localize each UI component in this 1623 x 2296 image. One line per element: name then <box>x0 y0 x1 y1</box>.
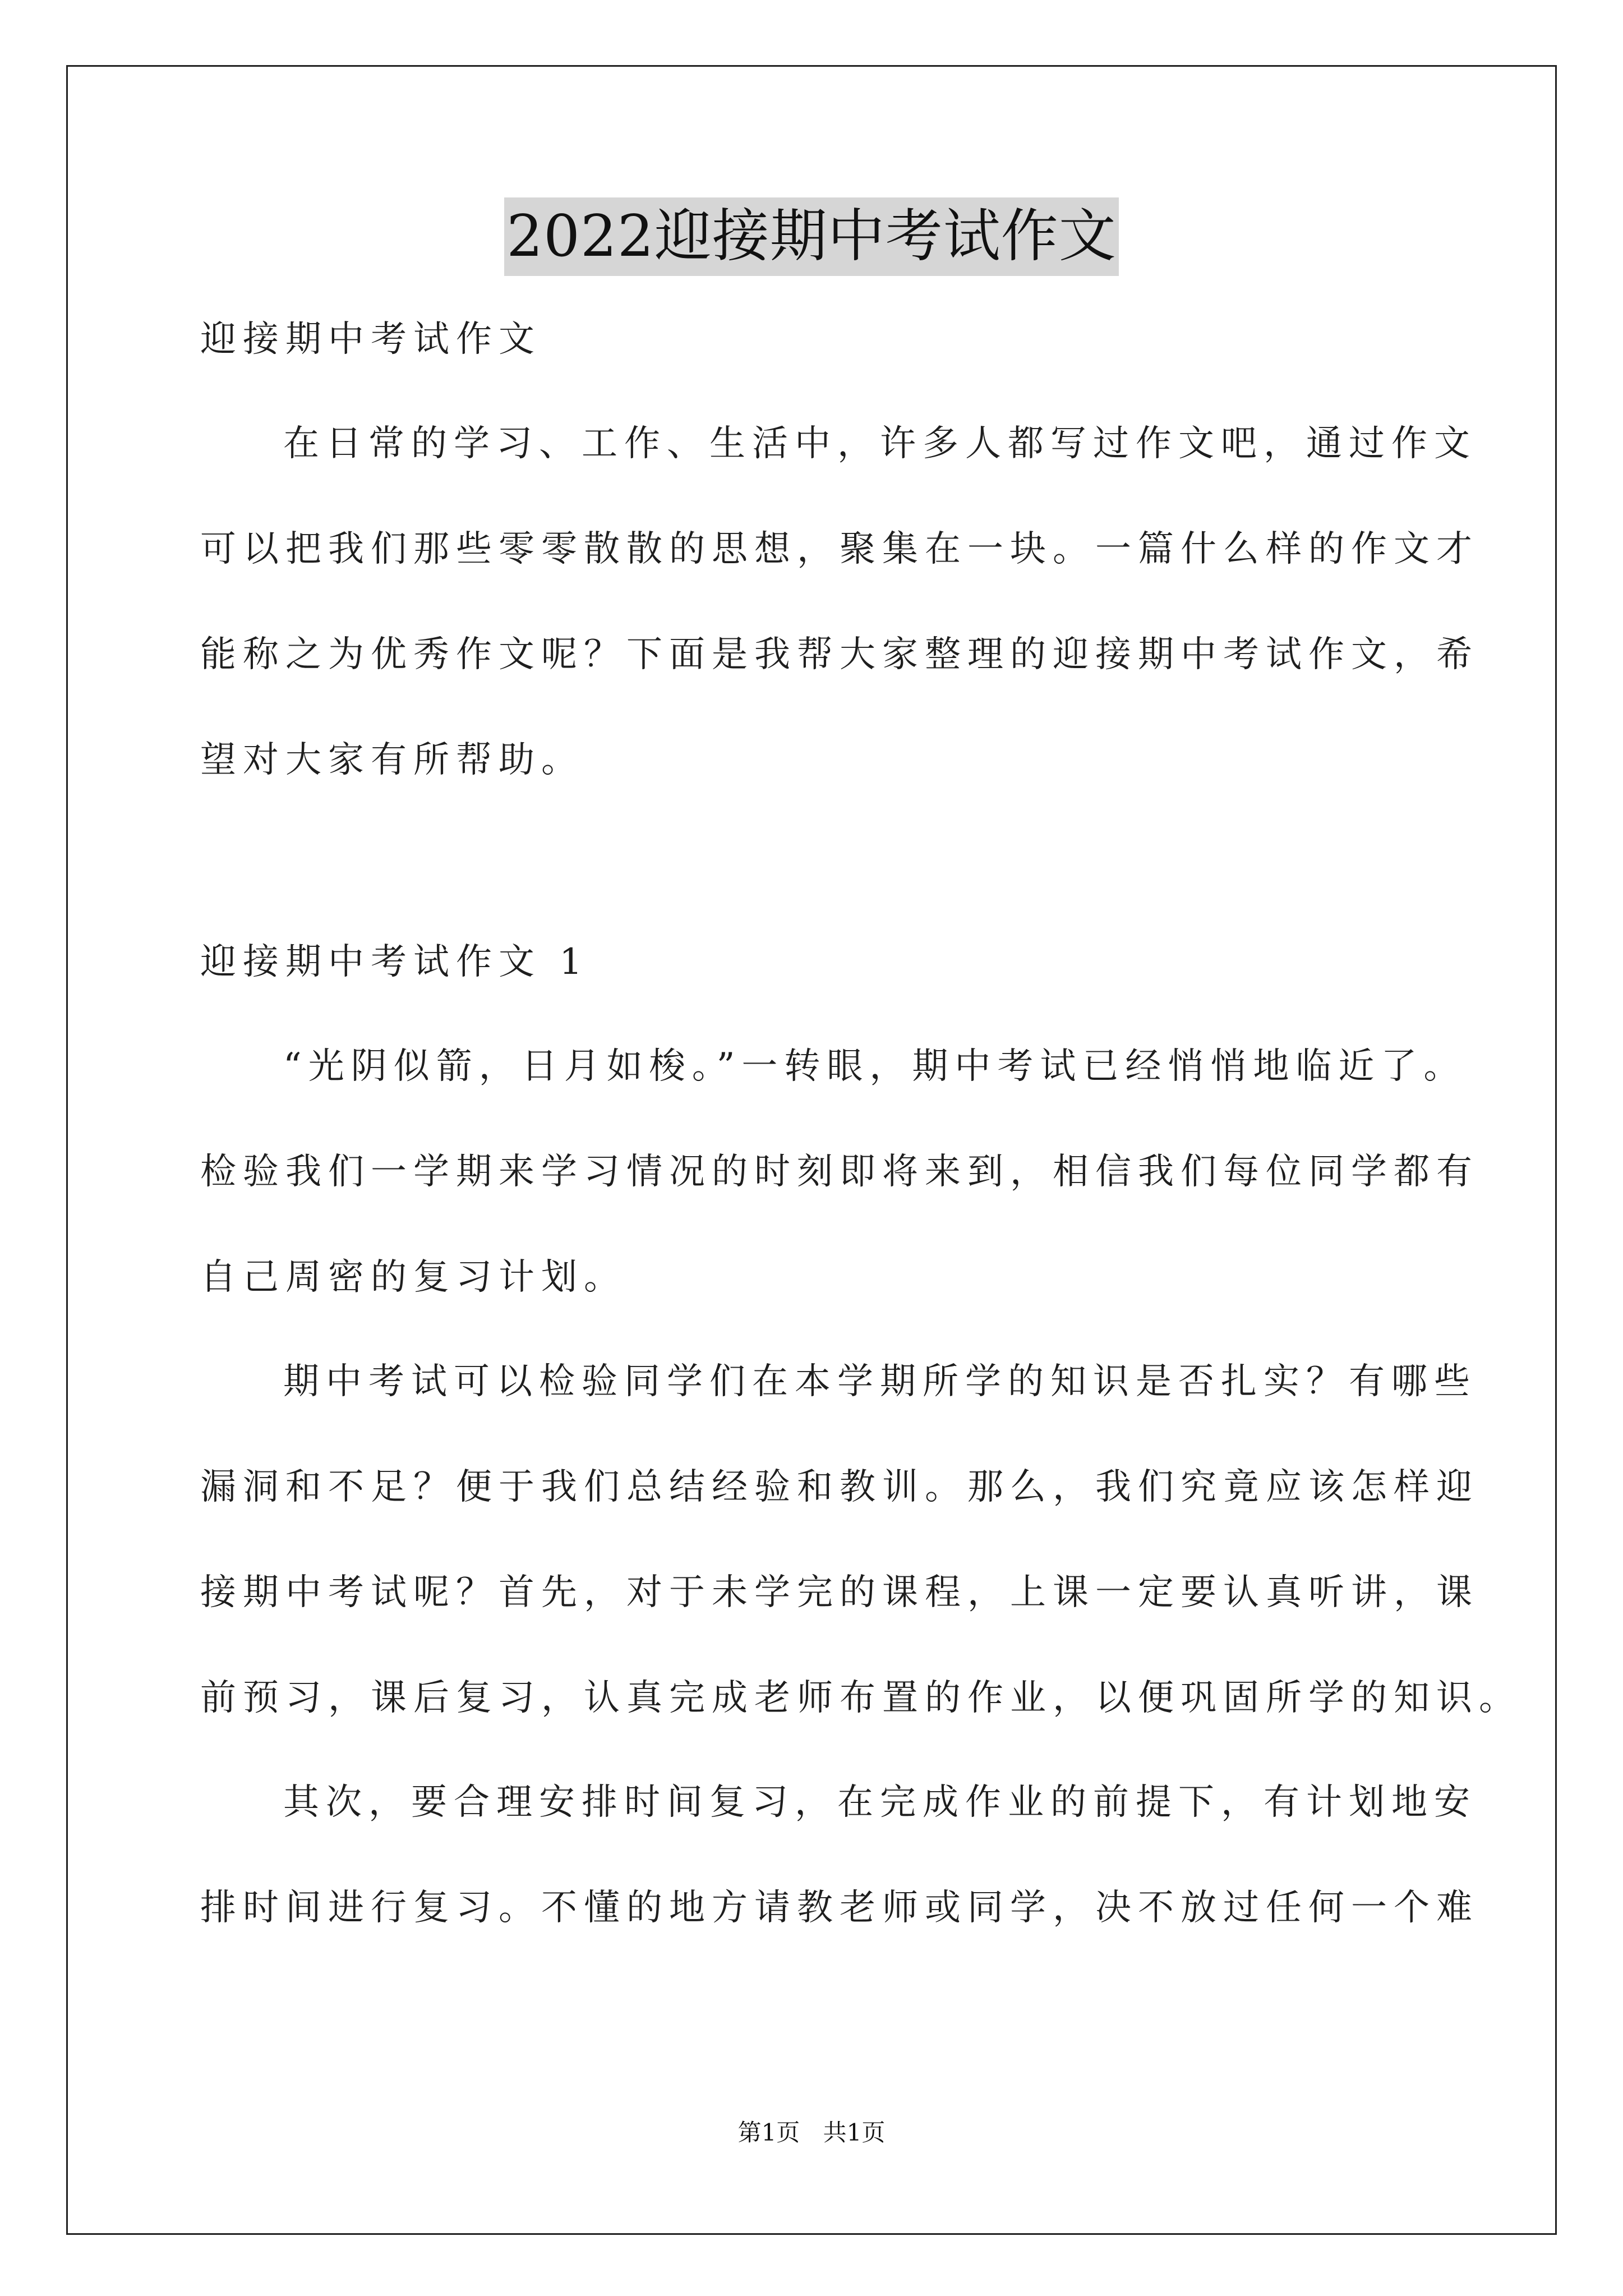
paragraph-line: 排时间进行复习。不懂的地方请教老师或同学，决不放过任何一个难 <box>200 1887 1479 1929</box>
paragraph-line: 期中考试可以检验同学们在本学期所学的知识是否扎实？有哪些 <box>283 1361 1477 1402</box>
page-total: 共1页 <box>823 2119 886 2146</box>
section-heading: 迎接期中考试作文 1 <box>200 941 589 983</box>
paragraph-line: 检验我们一学期来学习情况的时刻即将来到，相信我们每位同学都有 <box>200 1151 1479 1193</box>
section-heading: 迎接期中考试作文 <box>200 319 541 360</box>
paragraph-line: 自己周密的复习计划。 <box>200 1257 626 1298</box>
paragraph-line: 在日常的学习、工作、生活中，许多人都写过作文吧，通过作文 <box>283 423 1477 464</box>
document-body <box>200 309 1521 1935</box>
title-container <box>0 197 1623 276</box>
paragraph <box>200 1775 1479 1935</box>
page-footer <box>0 2116 1623 2150</box>
paragraph-line: 可以把我们那些零零散散的思想，聚集在一块。一篇什么样的作文才 <box>200 528 1479 570</box>
page-number: 第1页 <box>737 2119 800 2146</box>
paragraph-line: “光阴似箭，日月如梭。”一转眼，期中考试已经悄悄地临近了。 <box>283 1046 1467 1087</box>
paragraph <box>200 416 1479 788</box>
document-title: 2022迎接期中考试作文 <box>504 197 1119 276</box>
paragraph <box>200 1354 1521 1726</box>
paragraph-line: 其次，要合理安排时间复习，在完成作业的前提下，有计划地安 <box>283 1782 1477 1823</box>
paragraph-line: 望对大家有所帮助。 <box>200 739 584 781</box>
paragraph <box>200 1039 1479 1305</box>
paragraph-line: 能称之为优秀作文呢？下面是我帮大家整理的迎接期中考试作文，希 <box>200 634 1479 675</box>
paragraph-line: 漏洞和不足？便于我们总结经验和教训。那么，我们究竟应该怎样迎 <box>200 1466 1479 1508</box>
paragraph-line: 接期中考试呢？首先，对于未学完的课程，上课一定要认真听讲，课 <box>200 1572 1479 1613</box>
paragraph-line: 前预习，课后复习，认真完成老师布置的作业，以便巩固所学的知识。 <box>200 1677 1521 1719</box>
